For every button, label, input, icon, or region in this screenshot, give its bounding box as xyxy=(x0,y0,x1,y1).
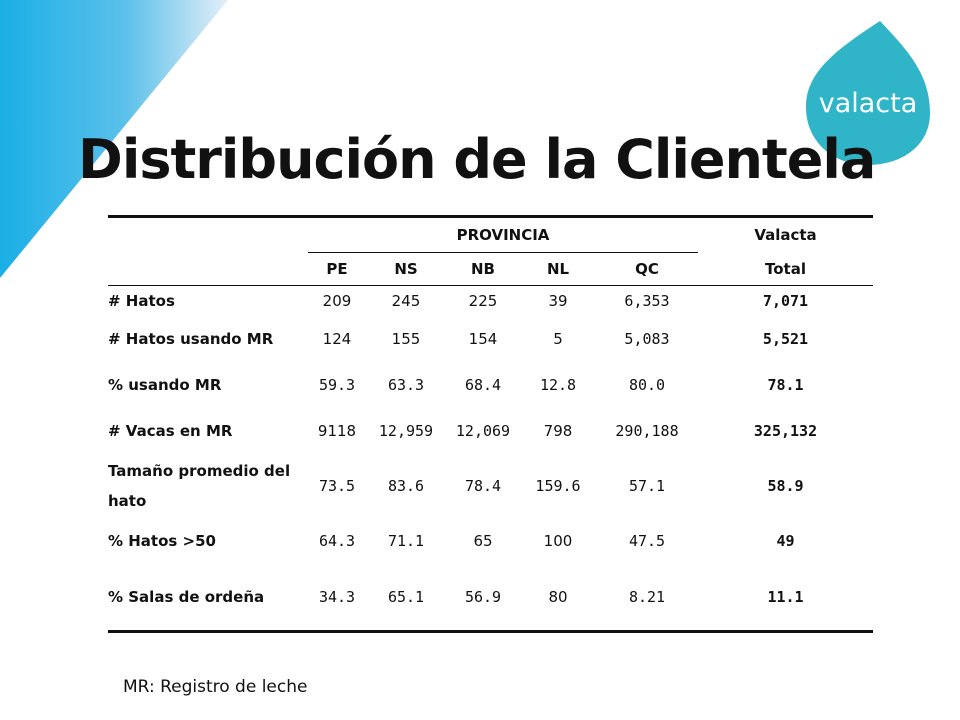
table-cell: 73.5 xyxy=(318,477,356,495)
column-header: NL xyxy=(520,253,596,286)
table-cell: 65.1 xyxy=(366,564,446,632)
table-cell: 159.6 xyxy=(535,477,581,495)
total-header-top: Valacta xyxy=(698,217,873,253)
column-header: NB xyxy=(446,253,520,286)
total-cell: 58.9 xyxy=(767,477,804,495)
table-cell: 154 xyxy=(468,330,498,348)
column-header: NS xyxy=(366,253,446,286)
table-cell: 12,959 xyxy=(378,422,434,440)
table-cell: 5 xyxy=(553,330,563,348)
column-header: QC xyxy=(596,253,698,286)
distribution-table xyxy=(108,215,873,633)
table-cell: 209 xyxy=(322,292,352,310)
total-header-bottom: Total xyxy=(698,253,873,286)
table-cell: 5,083 xyxy=(624,330,670,348)
table-cell: 12.8 xyxy=(539,376,577,394)
table-row xyxy=(108,362,873,408)
row-label: % Hatos >50 xyxy=(108,532,216,550)
table-cell: 155 xyxy=(391,330,421,348)
table-cell: 9118 xyxy=(317,422,357,440)
table-row xyxy=(108,316,873,362)
column-header: PE xyxy=(308,253,366,286)
table-cell: 798 xyxy=(543,422,573,440)
table-cell: 65 xyxy=(473,532,493,550)
table-cell: 56.9 xyxy=(446,564,520,632)
page-title: Distribución de la Clientela xyxy=(78,128,876,191)
table-cell: 57.1 xyxy=(628,477,666,495)
table-row xyxy=(108,454,873,518)
table-cell: 83.6 xyxy=(387,477,425,495)
table-cell: 68.4 xyxy=(464,376,502,394)
table-row xyxy=(108,564,873,632)
table-cell: 80.0 xyxy=(628,376,666,394)
total-cell: 325,132 xyxy=(753,422,818,440)
total-cell: 7,071 xyxy=(762,292,809,310)
header-empty-2 xyxy=(108,253,308,286)
total-cell: 11.1 xyxy=(698,564,873,632)
table-cell: 64.3 xyxy=(318,532,356,550)
table-row xyxy=(108,408,873,454)
table-cell: 78.4 xyxy=(464,477,502,495)
table-cell: 80 xyxy=(520,564,596,632)
table-cell: 39 xyxy=(548,292,568,310)
table-cell: 12,069 xyxy=(455,422,511,440)
row-label: # Hatos xyxy=(108,292,175,310)
footnote: MR: Registro de leche xyxy=(123,677,308,697)
row-label: # Hatos usando MR xyxy=(108,330,274,348)
row-label: % usando MR xyxy=(108,376,222,394)
table-cell: 34.3 xyxy=(308,564,366,632)
table-row xyxy=(108,286,873,317)
row-label: Tamaño promedio del hato xyxy=(108,462,291,510)
table-cell: 124 xyxy=(322,330,352,348)
table-cell: 8.21 xyxy=(596,564,698,632)
total-cell: 78.1 xyxy=(767,376,804,394)
table-cell: 59.3 xyxy=(318,376,356,394)
table-cell: 47.5 xyxy=(628,532,666,550)
total-cell: 49 xyxy=(776,532,795,550)
table-cell: 63.3 xyxy=(387,376,425,394)
province-header: PROVINCIA xyxy=(308,217,698,253)
logo-text: valacta xyxy=(818,88,918,119)
total-cell: 5,521 xyxy=(762,330,809,348)
table-cell: 6,353 xyxy=(624,292,670,310)
row-label: % Salas de ordeña xyxy=(108,564,308,632)
table-row xyxy=(108,518,873,564)
table-cell: 290,188 xyxy=(615,422,679,440)
header-empty xyxy=(108,217,308,253)
table-cell: 71.1 xyxy=(387,532,425,550)
table-cell: 225 xyxy=(468,292,498,310)
row-label: # Vacas en MR xyxy=(108,422,233,440)
table-cell: 245 xyxy=(391,292,421,310)
table-cell: 100 xyxy=(543,532,573,550)
